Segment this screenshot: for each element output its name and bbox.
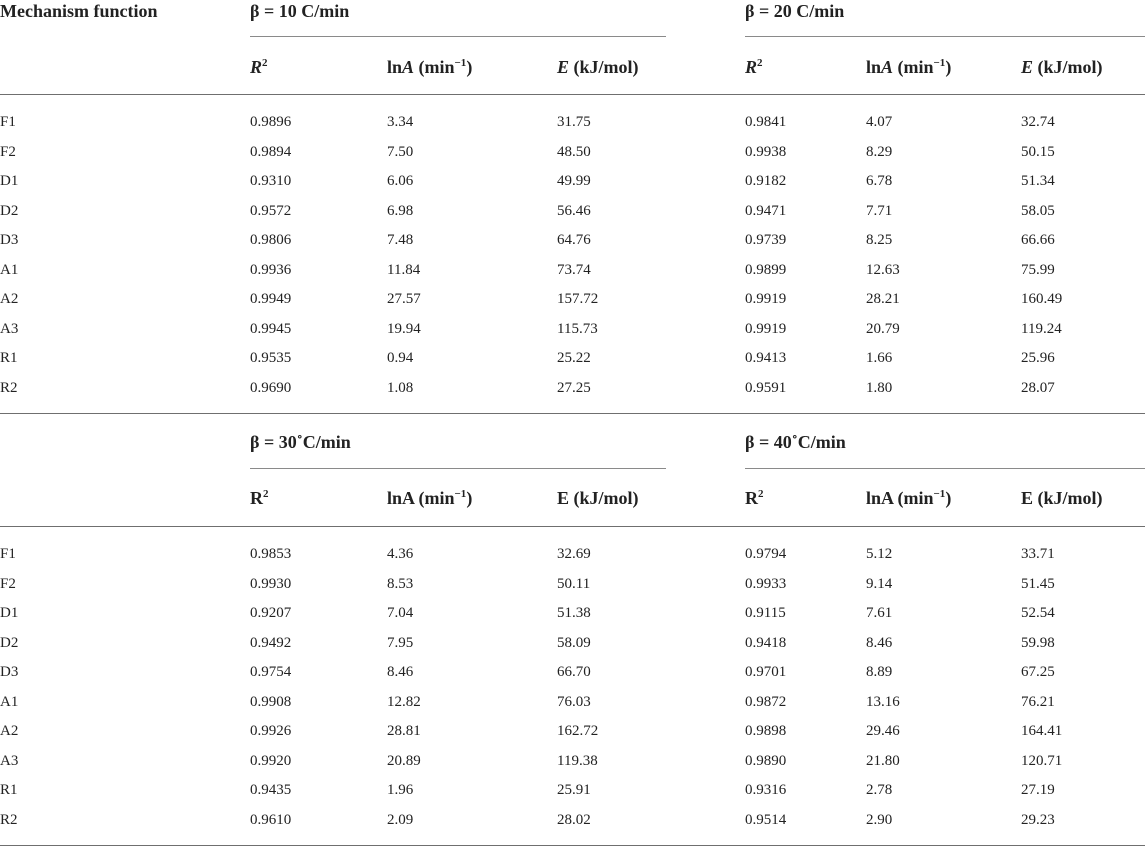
table-cell-r2-20: 0.9841 [745,114,787,130]
section-divider-rule [0,413,1145,414]
table-cell-r2-30: 0.9853 [250,546,292,562]
table-cell-lna-40: 29.46 [866,723,900,739]
col-header-r2-beta-20: $R^2$ [745,57,763,77]
table-cell-lna-10: 11.84 [387,262,421,278]
mechanism-cell: R2 [0,380,18,396]
col-header-r2-beta-30: $R^2$ [250,488,269,508]
table-cell-lna-40: 7.61 [866,605,893,621]
table-cell-lna-40: 2.78 [866,782,893,798]
col-header-lna-beta-20: lnA $(\min^{-1})$ [866,57,952,77]
col-header-lna-beta-10: lnA $(\min^{-1})$ [387,57,473,77]
table-cell-r2-30: 0.9207 [250,605,292,621]
table-cell-lna-40: 5.12 [866,546,893,562]
table-cell-r2-30: 0.9754 [250,664,292,680]
table-cell-e-30: 66.70 [557,664,591,680]
table-cell-e-30: 58.09 [557,635,591,651]
table-cell-e-20: 58.05 [1021,203,1055,219]
group-header-beta-20: β = 20 C/min [745,1,845,21]
table-cell-r2-20: 0.9182 [745,173,787,189]
col-header-lna-beta-30: lnA $(\min^{-1})$ [387,488,473,508]
mechanism-cell: D1 [0,173,19,189]
table-cell-lna-40: 8.46 [866,635,893,651]
table-cell-lna-30: 8.53 [387,576,414,592]
table-cell-lna-30: 4.36 [387,546,414,562]
table-cell-r2-20: 0.9471 [745,203,787,219]
table-cell-lna-10: 0.94 [387,350,414,366]
table-cell-r2-10: 0.9894 [250,144,292,160]
table-cell-lna-30: 20.89 [387,753,421,769]
table-cell-lna-40: 13.16 [866,694,900,710]
table-cell-e-20: 25.96 [1021,350,1055,366]
table-cell-e-10: 48.50 [557,144,591,160]
table-cell-lna-10: 7.50 [387,144,414,160]
table-cell-lna-30: 2.09 [387,812,414,828]
table-cell-r2-30: 0.9435 [250,782,292,798]
table-cell-r2-20: 0.9591 [745,380,787,396]
mechanism-cell: F1 [0,546,16,562]
group-header-beta-40: β = 40˚C/min [745,432,846,452]
table-cell-lna-30: 28.81 [387,723,421,739]
mechanism-cell: D3 [0,664,19,680]
table-cell-e-20: 51.34 [1021,173,1055,189]
table-cell-lna-20: 8.25 [866,232,893,248]
table-cell-r2-40: 0.9115 [745,605,786,621]
table-cell-e-20: 28.07 [1021,380,1055,396]
table-cell-lna-30: 12.82 [387,694,421,710]
mechanism-cell: F2 [0,144,16,160]
mechanism-cell: D2 [0,635,19,651]
table-cell-r2-10: 0.9535 [250,350,292,366]
table-cell-r2-40: 0.9872 [745,694,787,710]
table-cell-lna-10: 1.08 [387,380,414,396]
table-cell-lna-40: 21.80 [866,753,900,769]
table-cell-e-40: 29.23 [1021,812,1055,828]
table-cell-r2-40: 0.9418 [745,635,787,651]
table-cell-e-30: 162.72 [557,723,599,739]
col-header-e-beta-30: E (kJ/mol) [557,488,639,508]
table-cell-e-30: 119.38 [557,753,598,769]
table-cell-r2-20: 0.9413 [745,350,787,366]
table-cell-r2-20: 0.9919 [745,291,787,307]
table-cell-e-20: 32.74 [1021,114,1055,130]
table-cell-r2-40: 0.9514 [745,812,787,828]
table-cell-lna-30: 7.95 [387,635,414,651]
table-cell-e-10: 49.99 [557,173,591,189]
table-cell-e-10: 31.75 [557,114,591,130]
table-cell-e-40: 51.45 [1021,576,1055,592]
table-cell-lna-40: 9.14 [866,576,893,592]
table-cell-lna-20: 20.79 [866,321,900,337]
mechanism-cell: A3 [0,753,19,769]
table-cell-e-40: 67.25 [1021,664,1055,680]
table-cell-r2-40: 0.9794 [745,546,787,562]
group-header-beta-10: β = 10 C/min [250,1,350,21]
table-cell-lna-40: 8.89 [866,664,893,680]
bottom-header-rule [0,526,1145,527]
table-cell-lna-10: 6.98 [387,203,414,219]
col-header-e-beta-40: E (kJ/mol) [1021,488,1103,508]
mechanism-cell: F2 [0,576,16,592]
table-cell-e-10: 157.72 [557,291,599,307]
table-cell-e-30: 32.69 [557,546,591,562]
table-cell-lna-30: 7.04 [387,605,414,621]
table-cell-e-40: 164.41 [1021,723,1063,739]
table-cell-lna-20: 6.78 [866,173,893,189]
table-cell-r2-10: 0.9896 [250,114,292,130]
table-cell-lna-20: 8.29 [866,144,893,160]
table-cell-e-30: 28.02 [557,812,591,828]
table-cell-e-10: 115.73 [557,321,598,337]
top-header-rule [0,94,1145,95]
table-cell-r2-20: 0.9919 [745,321,787,337]
table-cell-lna-10: 7.48 [387,232,414,248]
table-cell-e-10: 64.76 [557,232,591,248]
table-cell-lna-10: 3.34 [387,114,414,130]
table-cell-e-20: 160.49 [1021,291,1063,307]
table-cell-e-40: 33.71 [1021,546,1055,562]
table-cell-lna-20: 1.66 [866,350,893,366]
mechanism-cell: R1 [0,350,18,366]
table-cell-r2-10: 0.9572 [250,203,292,219]
col-header-r2-beta-10: $R^2$ [250,57,268,77]
table-cell-lna-10: 6.06 [387,173,414,189]
group-underline-beta-40 [745,468,1145,469]
table-cell-e-10: 25.22 [557,350,591,366]
table-cell-lna-10: 27.57 [387,291,421,307]
table-cell-r2-30: 0.9610 [250,812,292,828]
col-header-r2-beta-40: $R^2$ [745,488,764,508]
group-underline-beta-20 [745,36,1145,37]
table-cell-lna-20: 28.21 [866,291,900,307]
table-cell-e-40: 52.54 [1021,605,1055,621]
table-cell-e-20: 66.66 [1021,232,1055,248]
table-cell-e-30: 76.03 [557,694,591,710]
table-cell-r2-10: 0.9949 [250,291,292,307]
col-header-e-beta-20: E (kJ/mol) [1021,57,1103,77]
table-cell-r2-20: 0.9899 [745,262,787,278]
table-cell-r2-30: 0.9908 [250,694,292,710]
table-cell-lna-20: 4.07 [866,114,893,130]
table-cell-lna-40: 2.90 [866,812,893,828]
table-cell-r2-10: 0.9310 [250,173,292,189]
mechanism-cell: D2 [0,203,19,219]
table-cell-e-30: 25.91 [557,782,591,798]
table-cell-e-40: 120.71 [1021,753,1063,769]
table-cell-e-10: 73.74 [557,262,591,278]
col-header-e-beta-10: E (kJ/mol) [557,57,639,77]
table-cell-r2-40: 0.9890 [745,753,787,769]
mechanism-cell: R2 [0,812,18,828]
table-cell-e-30: 51.38 [557,605,591,621]
table-cell-e-10: 56.46 [557,203,591,219]
group-underline-beta-30 [250,468,666,469]
table-cell-r2-30: 0.9930 [250,576,292,592]
table-cell-lna-30: 8.46 [387,664,414,680]
col-header-lna-beta-40: lnA $(\min^{-1})$ [866,488,952,508]
table-cell-lna-20: 1.80 [866,380,893,396]
table-cell-lna-20: 12.63 [866,262,900,278]
table-cell-e-20: 119.24 [1021,321,1062,337]
mechanism-cell: D3 [0,232,19,248]
table-cell-r2-10: 0.9945 [250,321,292,337]
table-cell-e-10: 27.25 [557,380,591,396]
table-cell-e-40: 27.19 [1021,782,1055,798]
group-underline-beta-10 [250,36,666,37]
table-cell-e-20: 75.99 [1021,262,1055,278]
table-cell-r2-10: 0.9936 [250,262,292,278]
table-cell-e-20: 50.15 [1021,144,1055,160]
mechanism-cell: A1 [0,694,19,710]
mechanism-cell: A1 [0,262,19,278]
table-cell-r2-10: 0.9806 [250,232,292,248]
table-cell-lna-30: 1.96 [387,782,414,798]
table-cell-r2-40: 0.9898 [745,723,787,739]
group-header-beta-30: β = 30˚C/min [250,432,351,452]
mechanism-cell: A3 [0,321,19,337]
table-cell-e-40: 76.21 [1021,694,1055,710]
mechanism-cell: D1 [0,605,19,621]
table-cell-r2-40: 0.9316 [745,782,787,798]
table-cell-lna-20: 7.71 [866,203,893,219]
table-cell-r2-40: 0.9701 [745,664,787,680]
mechanism-cell: A2 [0,723,19,739]
mechanism-cell: R1 [0,782,18,798]
table-cell-r2-20: 0.9739 [745,232,787,248]
table-cell-e-30: 50.11 [557,576,591,592]
mechanism-function-header: Mechanism function [0,1,158,21]
table-cell-lna-10: 19.94 [387,321,421,337]
mechanism-cell: A2 [0,291,19,307]
table-cell-r2-20: 0.9938 [745,144,787,160]
table-cell-r2-30: 0.9920 [250,753,292,769]
table-cell-r2-30: 0.9926 [250,723,292,739]
table-cell-r2-30: 0.9492 [250,635,292,651]
table-cell-r2-40: 0.9933 [745,576,787,592]
table-cell-r2-10: 0.9690 [250,380,292,396]
table-cell-e-40: 59.98 [1021,635,1055,651]
mechanism-cell: F1 [0,114,16,130]
